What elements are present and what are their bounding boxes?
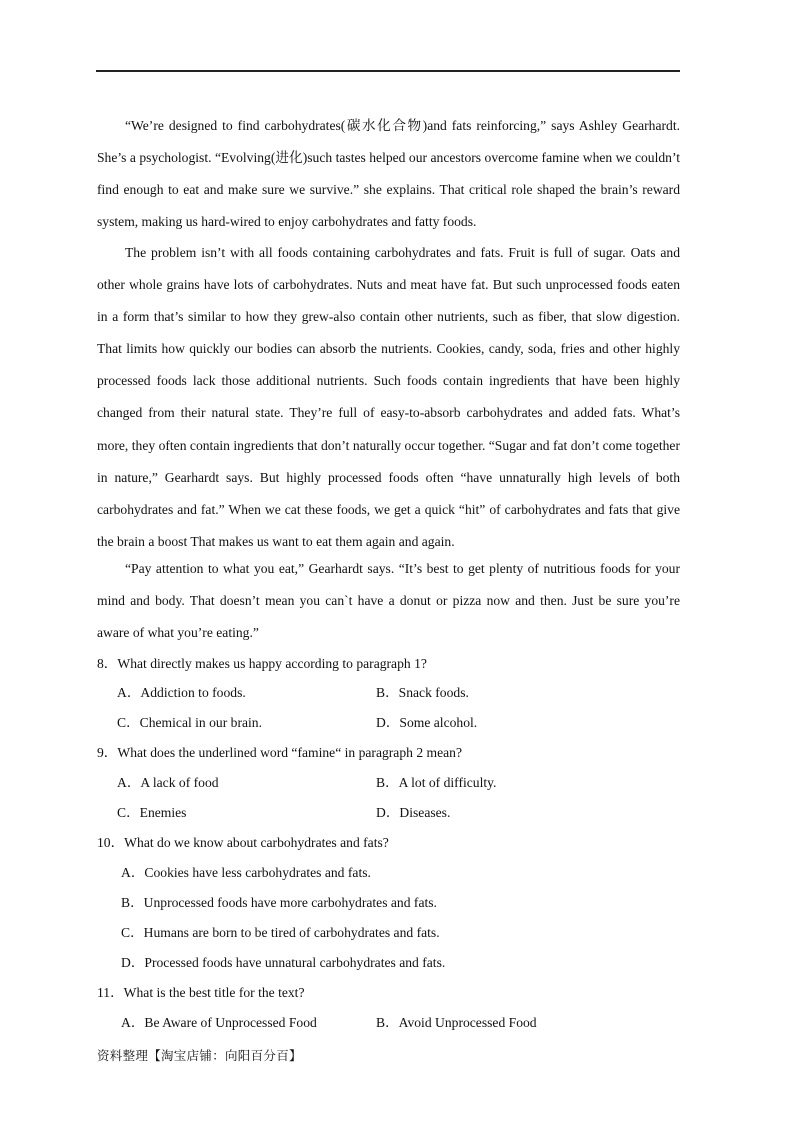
question-9-option-c: C．Enemies xyxy=(117,805,187,820)
question-11-stem: 11．What is the best title for the text? xyxy=(97,985,305,1000)
question-9-option-a: A．A lack of food xyxy=(117,775,219,790)
question-9-option-b: B．A lot of difficulty. xyxy=(376,775,497,790)
question-8-option-b: B．Snack foods. xyxy=(376,685,469,700)
question-8-stem: 8．What directly makes us happy according to paragraph 1? xyxy=(97,656,427,671)
question-11-option-b: B．Avoid Unprocessed Food xyxy=(376,1015,537,1030)
question-10-option-c: C．Humans are born to be tired of carbohydrates and fats. xyxy=(121,925,440,940)
question-8-option-d: D．Some alcohol. xyxy=(376,715,478,730)
question-11-option-a: A．Be Aware of Unprocessed Food xyxy=(121,1015,317,1030)
passage-paragraph-1 xyxy=(97,110,680,238)
passage-paragraph-2 xyxy=(97,237,680,558)
question-10-option-d: D．Processed foods have unnatural carbohydrates and fats. xyxy=(121,955,446,970)
question-9-option-d: D．Diseases. xyxy=(376,805,451,820)
passage-paragraph-3 xyxy=(97,553,680,649)
paragraph-3-text: “Pay attention to what you eat,” Gearhardt says. “It’s best to get plenty of nutritious foods for your mind and body. That doesn’t mean you can`t have a donut or pizza now and then. Just be sure you’re aware of what you’re eating.” xyxy=(97,561,680,641)
paragraph-2-text: The problem isn’t with all foods containing carbohydrates and fats. Fruit is full of sugar. Oats and other whole grains have lots of carbohydrates. Nuts and meat have fat. But such unprocessed foods eaten in a form that’s similar to how they grew-also contain other nutrients, such as fiber, that slow digestion. That limits how quickly our bodies can absorb the nutrients. Cookies, candy, soda, fries and other highly processed foods lack those additional nutrients. Such foods contain ingredients that have been highly changed from their natural state. They’re full of easy-to-absorb carbohydrates and added fats. What’s more, they often contain ingredients that don’t naturally occur together. “Sugar and fat don’t come together in nature,” Gearhardt says. But highly processed foods often “have unnaturally high levels of both carbohydrates and fat.” When we cat these foods, we get a quick “hit” of carbohydrates and fats that give the brain a boost That makes us want to eat them again and again. xyxy=(97,245,680,549)
question-10-stem: 10．What do we know about carbohydrates and fats? xyxy=(97,835,389,850)
question-8-option-c: C．Chemical in our brain. xyxy=(117,715,262,730)
paragraph-1-text: “We’re designed to find carbohydrates(碳水化合物)and fats reinforcing,” says Ashley Gearhardt. She’s a psychologist. “Evolving(进化)such tastes helped our ancestors overcome famine when we couldn’t find enough to eat and make sure we survive.” she explains. That critical role shaped the brain’s reward system, making us hard-wired to enjoy carbohydrates and fatty foods. xyxy=(97,118,680,230)
question-10-option-a: A．Cookies have less carbohydrates and fats. xyxy=(121,865,371,880)
page-footer: 资料整理【淘宝店铺：向阳百分百】 xyxy=(97,1048,302,1063)
question-8-option-a: A．Addiction to foods. xyxy=(117,685,246,700)
header-rule xyxy=(96,70,680,72)
question-9-stem: 9．What does the underlined word “famine“ in paragraph 2 mean? xyxy=(97,745,463,760)
question-10-option-b: B．Unprocessed foods have more carbohydrates and fats. xyxy=(121,895,437,910)
